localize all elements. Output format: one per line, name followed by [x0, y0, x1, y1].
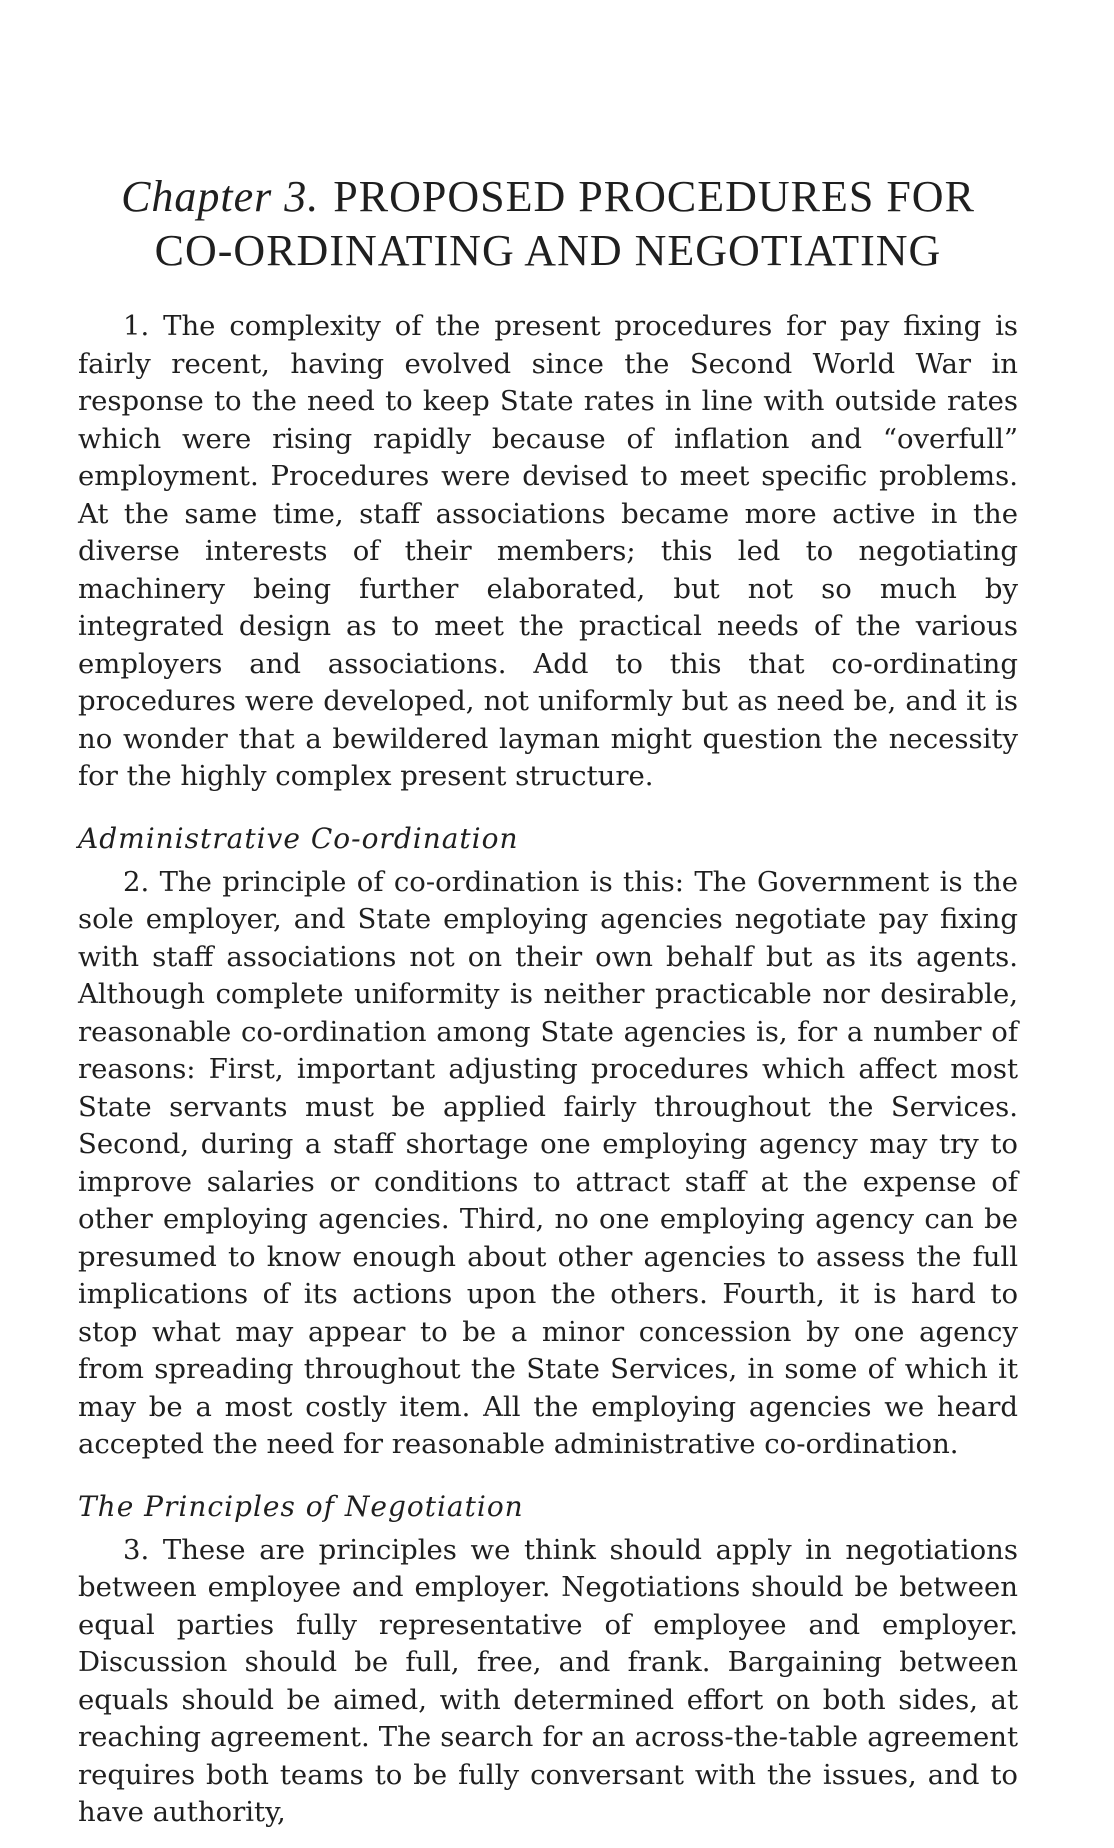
chapter-title-line-2: CO-ORDINATING AND NEGOTIATING	[154, 226, 942, 275]
paragraph-2: 2. The principle of co-ordination is this: The Government is the sole employer, and State employing agencies negotiate pay fixing with staff associations not on their own behalf but as its agents. Although complete uniformity is neither practicable nor desirable, reasonable co-ordination among State agencies is, for a number of reasons: First, important adjusting procedures which affect most State servants must be applied fairly throughout the Services. Second, during a staff shortage one employing agency may try to improve salaries or conditions to attract staff at the expense of other employing agencies. Third, no one employing agency can be presumed to know enough about other agencies to assess the full implications of its actions upon the others. Fourth, it is hard to stop what may appear to be a minor concession by one agency from spreading throughout the State Services, in some of which it may be a most costly item. All the employing agencies we heard accepted the need for reasonable administrative co-ordination.	[78, 865, 1018, 1460]
section-heading-principles-of-negotiation: The Principles of Negotiation	[78, 1489, 524, 1523]
section-heading-administrative-coordination: Administrative Co-ordination	[78, 821, 519, 855]
chapter-label: Chapter 3.	[121, 172, 320, 221]
paragraph-3: 3. These are principles we think should apply in negotiations between employee and employer. Negotiations should be between equal parties fully representative of employee and employer. Discussion should be full, free, and frank. Bargaining between equals should be aimed, with determined effort on both sides, at reaching agreement. The search for an across-the-table agreement requires both teams to be fully conversant with the issues, and to have authority,	[78, 1533, 1018, 1828]
paragraph-1: 1. The complexity of the present procedures for pay fixing is fairly recent, having evolved since the Second World War in response to the need to keep State rates in line with outside rates which were rising rapidly because of inflation and “overfull” employment. Procedures were devised to meet specific problems. At the same time, staff associations became more active in the diverse interests of their members; this led to negotiating machinery being further elaborated, but not so much by integrated design as to meet the practical needs of the various employers and associations. Add to this that co-ordinating procedures were developed, not uniformly but as need be, and it is no wonder that a bewildered layman might question the necessity for the highly complex present structure.	[78, 310, 1018, 792]
chapter-heading	[78, 170, 1018, 278]
chapter-title-line-1: PROPOSED PROCEDURES FOR	[333, 172, 975, 221]
document-page	[78, 170, 1018, 1832]
heading-line-1	[78, 170, 1018, 224]
